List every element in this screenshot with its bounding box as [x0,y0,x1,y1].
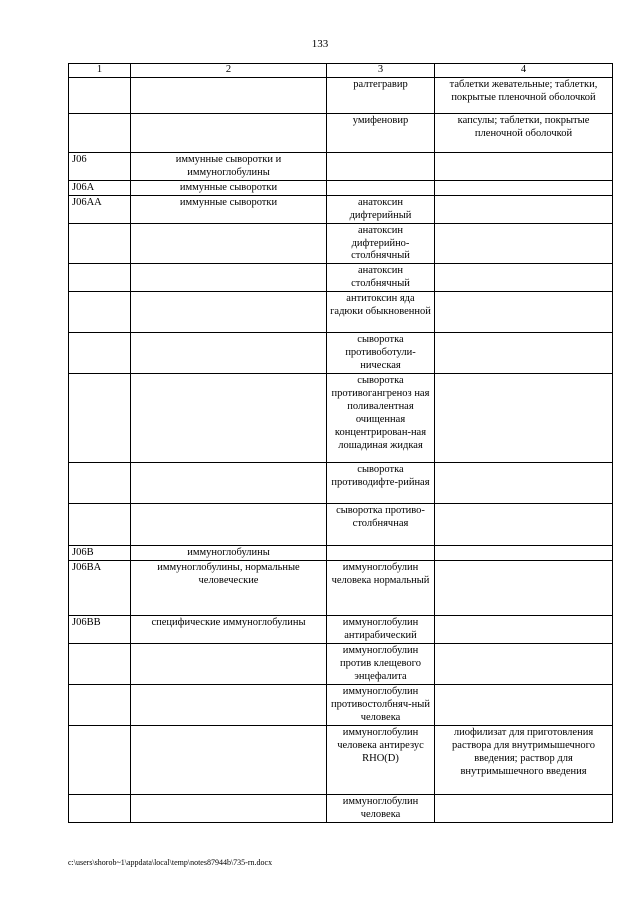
drug-name-cell: анатоксин дифтерийно-столбнячный [327,223,435,264]
table-row [69,195,613,223]
dosage-form-cell [435,794,613,822]
header-col-3: 3 [327,64,435,78]
table-row [69,113,613,152]
drug-name-cell: антитоксин яда гадюки обыкновенной [327,292,435,333]
group-name-cell [131,264,327,292]
drug-name-cell: анатоксин дифтерийный [327,195,435,223]
table-row [69,546,613,561]
atc-code-cell [69,113,131,152]
dosage-form-cell: лиофилизат для приготовления раствора для внутримышечного введения; раствор для внутримышечного введения [435,725,613,794]
drug-name-cell [327,152,435,180]
group-name-cell [131,644,327,685]
dosage-form-cell [435,561,613,616]
dosage-form-cell [435,333,613,374]
drug-name-cell: анатоксин столбнячный [327,264,435,292]
dosage-form-cell [435,374,613,463]
atc-code-cell [69,725,131,794]
dosage-form-cell [435,463,613,504]
drug-name-cell: сыворотка противо-столбнячная [327,504,435,546]
group-name-cell: иммунные сыворотки [131,195,327,223]
atc-code-cell [69,644,131,685]
atc-code-cell: J06BB [69,616,131,644]
drug-name-cell [327,180,435,195]
table-row [69,264,613,292]
table-row [69,725,613,794]
page-number: 133 [311,38,329,50]
dosage-form-cell [435,546,613,561]
group-name-cell: иммунные сыворотки и иммуноглобулины [131,152,327,180]
header-col-4: 4 [435,64,613,78]
drug-name-cell: иммуноглобулин человека нормальный [327,561,435,616]
table-row [69,180,613,195]
dosage-form-cell [435,223,613,264]
group-name-cell [131,794,327,822]
drug-name-cell: иммуноглобулин человека [327,794,435,822]
atc-code-cell [69,504,131,546]
atc-code-cell: J06AA [69,195,131,223]
drug-name-cell: иммуноглобулин антирабический [327,616,435,644]
table-row [69,292,613,333]
group-name-cell [131,113,327,152]
drug-name-cell [327,546,435,561]
atc-code-cell: J06A [69,180,131,195]
atc-code-cell [69,463,131,504]
group-name-cell [131,504,327,546]
drug-name-cell: иммуноглобулин против клещевого энцефалита [327,644,435,685]
group-name-cell: иммунные сыворотки [131,180,327,195]
dosage-form-cell [435,195,613,223]
group-name-cell [131,374,327,463]
group-name-cell: иммуноглобулины, нормальные человеческие [131,561,327,616]
group-name-cell [131,463,327,504]
group-name-cell: иммуноглобулины [131,546,327,561]
table-row [69,333,613,374]
dosage-form-cell [435,180,613,195]
table-row [69,685,613,726]
footer-file-path: c:\users\shorob~1\appdata\local\temp\notes87944b\735-rn.docx [68,858,273,867]
atc-code-cell [69,77,131,113]
dosage-form-cell [435,504,613,546]
table-row [69,504,613,546]
drug-name-cell: иммуноглобулин противостолбняч-ный человека [327,685,435,726]
group-name-cell: специфические иммуноглобулины [131,616,327,644]
table-row [69,152,613,180]
table-row [69,644,613,685]
group-name-cell [131,333,327,374]
group-name-cell [131,77,327,113]
drug-name-cell: умифеновир [327,113,435,152]
table-body [69,77,613,822]
group-name-cell [131,223,327,264]
atc-code-cell [69,264,131,292]
table-row [69,374,613,463]
group-name-cell [131,725,327,794]
atc-code-cell [69,333,131,374]
drug-name-cell: сыворотка противоботули-ническая [327,333,435,374]
drug-name-cell: сыворотка противодифте-рийная [327,463,435,504]
table-row [69,77,613,113]
atc-code-cell [69,223,131,264]
table-header-row [69,64,613,78]
dosage-form-cell [435,264,613,292]
atc-code-cell: J06B [69,546,131,561]
drug-name-cell: ралтегравир [327,77,435,113]
atc-code-cell [69,685,131,726]
atc-code-cell: J06BA [69,561,131,616]
atc-code-cell [69,374,131,463]
dosage-form-cell [435,292,613,333]
drug-name-cell: иммуноглобулин человека антирезус RHO(D) [327,725,435,794]
table-row [69,561,613,616]
dosage-form-cell [435,152,613,180]
group-name-cell [131,292,327,333]
table-row [69,616,613,644]
table-row [69,794,613,822]
atc-code-cell [69,292,131,333]
group-name-cell [131,685,327,726]
table-row [69,463,613,504]
drug-name-cell: сыворотка противогангреноз ная поливалентная очищенная концентрирован-ная лошадиная жидкая [327,374,435,463]
atc-code-cell [69,794,131,822]
table-row [69,223,613,264]
header-col-2: 2 [131,64,327,78]
header-col-1: 1 [69,64,131,78]
atc-code-cell: J06 [69,152,131,180]
drug-classification-table [68,63,613,823]
dosage-form-cell [435,616,613,644]
dosage-form-cell [435,644,613,685]
dosage-form-cell: таблетки жевательные; таблетки, покрытые пленочной оболочкой [435,77,613,113]
dosage-form-cell: капсулы; таблетки, покрытые пленочной оболочкой [435,113,613,152]
dosage-form-cell [435,685,613,726]
